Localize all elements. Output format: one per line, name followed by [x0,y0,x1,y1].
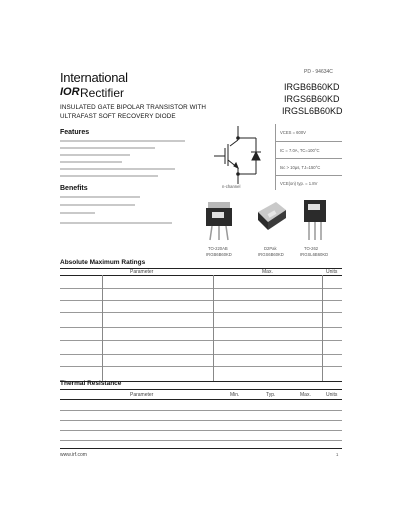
part-number-3: IRGSL6B60KD [282,106,343,116]
thermal-header-parameter: Parameter [130,392,154,398]
company-name-rectifier: Rectifier [80,86,125,100]
benefit-line [60,196,140,198]
spec-tsc: tsc > 10µs, TJ=150°C [280,165,321,170]
thermal-header-min: Min. [230,392,240,398]
abs-header-parameter: Parameter [130,269,154,275]
feature-line [60,154,130,156]
features-heading: Features [60,129,90,136]
package-d2pak-icon [254,198,290,234]
feature-line [60,161,122,163]
logo-text: IOR [60,86,80,98]
package-name-3: TO-262 [304,246,319,251]
thermal-header-units: Units [326,392,338,398]
footer-url: www.irf.com [60,452,87,458]
abs-header-units: Units [326,269,338,275]
feature-line [60,140,185,142]
benefit-line [60,204,135,206]
abs-max-heading: Absolute Maximum Ratings [60,259,146,266]
doc-number: PD - 94634C [304,69,333,75]
company-logo [60,86,80,98]
package-to220-icon [200,198,240,242]
thermal-header-typ: Typ. [266,392,276,398]
abs-header-max: Max. [262,269,273,275]
spec-vces: VCES = 600V [280,130,306,135]
spec-box [275,124,342,190]
part-number-1: IRGB6B60KD [284,82,340,92]
benefits-heading: Benefits [60,185,88,192]
package-to262-icon [298,196,334,244]
page-number: 1 [336,452,339,457]
package-part-1: IRGB6B60KD [206,252,232,257]
igbt-schematic-icon [208,124,272,190]
thermal-heading: Thermal Resistance [60,380,122,387]
title-line-2: ULTRAFAST SOFT RECOVERY DIODE [60,113,176,120]
title-line-1: INSULATED GATE BIPOLAR TRANSISTOR WITH [60,104,207,111]
thermal-header-max: Max. [300,392,311,398]
package-name-2: D2Pak [264,246,277,251]
spec-ic: IC = 7.0A, TC=100°C [280,148,320,153]
package-part-2: IRGS6B60KD [258,252,284,257]
package-name-1: TO-220AB [208,246,228,251]
company-name: International [60,70,128,85]
benefit-line [60,222,172,224]
benefit-line [60,212,95,214]
feature-line [60,147,155,149]
package-part-3: IRGSL6B60KD [300,252,329,257]
schematic-label: n-channel [222,184,241,189]
feature-line [60,175,158,177]
feature-line [60,168,175,170]
part-number-2: IRGS6B60KD [284,94,340,104]
spec-vce-on: VCE(on) typ. = 1.8V [280,181,318,186]
